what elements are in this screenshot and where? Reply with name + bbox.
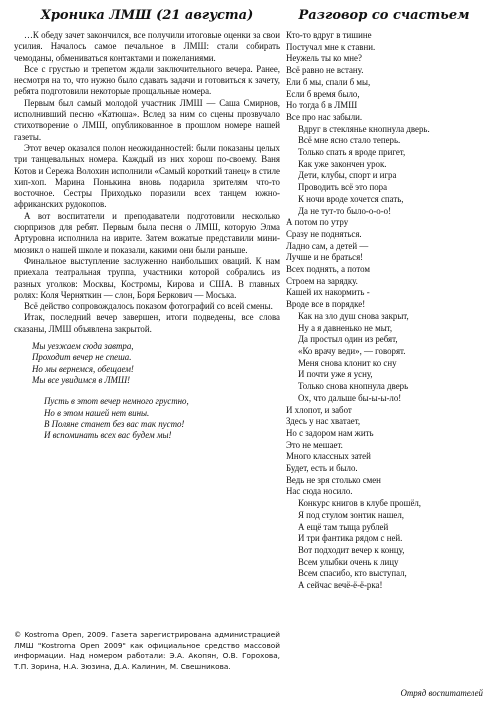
article-paragraph: Этот вечер оказался полон неожиданностей: были показаны целых три танцевальных номера. Каждый из них хорош по-своему. Ваня Котов и Сережа Волохин исполнили «Самый короткий танец» в стиле хип-хоп. Марина Понькина вновь подарила зрителям что-то восточное. Сестры Приходько поразили всех танцем южно-африканских рудокопов. bbox=[14, 142, 280, 210]
poem-line: Это не мешает. bbox=[286, 439, 343, 450]
poem-line: А потом по утру bbox=[286, 217, 349, 228]
poem-line: Да простыл один из ребят, bbox=[298, 334, 398, 345]
poem-line: Но в этом нашей нет вины. bbox=[44, 407, 150, 418]
poem-line: Мы уезжаем сюда завтра, bbox=[32, 341, 134, 352]
article-paragraph: Всё действо сопровождалось показом фотографий со всей смены. bbox=[24, 301, 273, 312]
poem-line: Но тогда б в ЛМШ bbox=[286, 100, 358, 111]
poem-line: Ели б мы, спали б мы, bbox=[286, 76, 371, 87]
poem-line: Проходит вечер не спеша. bbox=[32, 352, 132, 363]
poem-line: Ох, что дальше бы-ы-ы-ло! bbox=[298, 392, 402, 403]
poem-line: Как на зло душ снова закрыт, bbox=[298, 310, 409, 321]
signature: Отряд воспитателей bbox=[400, 688, 483, 698]
poem-line: Конкурс книгов в клубе прошёл, bbox=[298, 498, 422, 509]
poem-heading: Разговор со счастьем bbox=[298, 8, 470, 23]
poem-line: А сейчас вечё-ё-ё-рка! bbox=[298, 580, 383, 591]
poem-line: Лучше и не браться! bbox=[286, 252, 364, 263]
poem-line: И три фантика рядом с ней. bbox=[298, 533, 403, 544]
poem-line: В Поляне станет без вас так пусто! bbox=[44, 418, 185, 429]
poem-line: Ладно сам, а детей — bbox=[286, 240, 369, 251]
article-paragraph: Финальное выступление заслуженно наибольших оваций. К нам приехала театральная труппа, участники которой собрались из разных уголков: Москвы, Костромы, Кирова и США. В главных ролях: Коля Черняткин — слон, Боря Беркович — Моська. bbox=[14, 255, 280, 300]
poem-line: Я под стулом зонтик нашел, bbox=[298, 509, 404, 520]
poem-line: И почти уже я усну, bbox=[298, 369, 373, 380]
poem-line: Здесь у нас хватает, bbox=[286, 416, 361, 427]
poem-line: Только снова кнопнула дверь bbox=[298, 381, 409, 392]
poem-line: Всем спасибо, кто выступал, bbox=[298, 568, 407, 579]
poem-line: Постучал мне к ставни. bbox=[286, 41, 376, 52]
poem-line: Ну а я давненько не мыт, bbox=[298, 322, 393, 333]
copyright-notice: © Kostroma Open, 2009. Газета зарегистрирована администрацией ЛМШ "Kostroma Open 2009" как официальное средство массовой информации. Над номером работали: Э.А. Акопян, О.В. Горохова, Т.П. Зорина, Н.А. Зюзина, Д.А. Калинин, М. Свешникова. bbox=[14, 630, 280, 671]
poem-line: Ведь не зря столько смен bbox=[286, 474, 381, 485]
article-paragraph: …К обеду зачет закончился, все получили итоговые оценки за свои усилия. Началось самое печальное в ЛМШ: стали собирать чемоданы, обмениваться контактами и пожеланиями. bbox=[14, 30, 280, 63]
poem-line: Как уже закончен урок. bbox=[298, 158, 387, 169]
article-paragraph: А вот воспитатели и преподаватели подготовили несколько сюрпризов для ребят. Первым была песня о ЛМШ, которую Элма Артуровна исполнила на иврите. Затем вожатые представили мини-мюзикл о нашей школе и показали, какими они были раньше. bbox=[14, 210, 280, 255]
poem-line: Всех поднять, а потом bbox=[286, 264, 370, 275]
poem-line: Строем на зарядку. bbox=[286, 275, 358, 286]
poem-column bbox=[286, 8, 482, 592]
poem-line: Всем улыбки очень к лицу bbox=[298, 556, 399, 567]
chronicle-article bbox=[14, 30, 280, 335]
chronicle-heading: Хроника ЛМШ (21 августа) bbox=[40, 8, 254, 23]
poem-line: Неужель ты ко мне? bbox=[286, 53, 362, 64]
poem-conversation bbox=[286, 30, 482, 592]
poem-line: Вот подходит вечер к концу, bbox=[298, 544, 405, 555]
poem-line: Пусть в этот вечер немного грустно, bbox=[44, 396, 189, 407]
poem-farewell-2 bbox=[44, 396, 280, 441]
poem-line: Дети, клубы, спорт и игра bbox=[298, 170, 397, 181]
poem-line: Проводить всё это пора bbox=[298, 182, 388, 193]
chronicle-column bbox=[14, 8, 280, 441]
poem-line: Но мы вернемся, обещаем! bbox=[32, 363, 134, 374]
poem-line: Нас сюда носило. bbox=[286, 486, 353, 497]
poem-line: К ночи вроде хочется спать, bbox=[298, 193, 404, 204]
article-paragraph: Итак, последний вечер завершен, итоги подведены, все слова сказаны, ЛМШ объявлена закрытой. bbox=[14, 312, 280, 334]
poem-line: Все про нас забыли. bbox=[286, 111, 363, 122]
poem-line: Вдруг в стеклянье кнопнула дверь. bbox=[298, 123, 430, 134]
poem-line: И вспоминать всех вас будем мы! bbox=[44, 430, 172, 441]
poem-line: Мы все увидимся в ЛМШ! bbox=[32, 374, 131, 385]
poem-line: Кто-то вдруг в тишине bbox=[286, 30, 372, 40]
article-paragraph: Первым был самый молодой участник ЛМШ — Саша Смирнов, исполнивший песню «Катюша». Вслед за ним со сцены прозвучало стихотворение о ЛМШ, опубликованное в прошлом номере нашей газеты. bbox=[14, 97, 280, 142]
poem-line: И хлопот, и забот bbox=[286, 404, 352, 415]
poem-line: Кашей их накормить - bbox=[286, 287, 370, 298]
poem-line: Если б время было, bbox=[286, 88, 360, 99]
poem-line: Всё равно не встану. bbox=[286, 65, 364, 76]
poem-line: А ещё там тыща рублей bbox=[298, 521, 389, 532]
poem-line: Сразу не подняться. bbox=[286, 228, 362, 239]
poem-farewell-1 bbox=[32, 341, 280, 386]
poem-line: Только спать я вроде пригет, bbox=[298, 147, 406, 158]
poem-line: Да не тут-то было-о-о-о! bbox=[298, 205, 392, 216]
poem-line: Будет, есть и было. bbox=[286, 463, 358, 474]
poem-line: Вроде все в порядке! bbox=[286, 299, 366, 310]
article-paragraph: Все с грустью и трепетом ждали заключительного вечера. Ранее, несмотря на то, что нужно было сдавать задачи и готовиться к зачету, ребята подготовили некоторые прощальные номера. bbox=[14, 63, 280, 97]
poem-line: Много классных затей bbox=[286, 451, 371, 462]
poem-line: Меня снова клонит ко сну bbox=[298, 357, 397, 368]
poem-line: «Ко врачу веди», — говорят. bbox=[298, 345, 406, 356]
poem-line: Но с задором нам жить bbox=[286, 427, 374, 438]
poem-line: Всё мне ясно стало теперь. bbox=[298, 135, 401, 146]
